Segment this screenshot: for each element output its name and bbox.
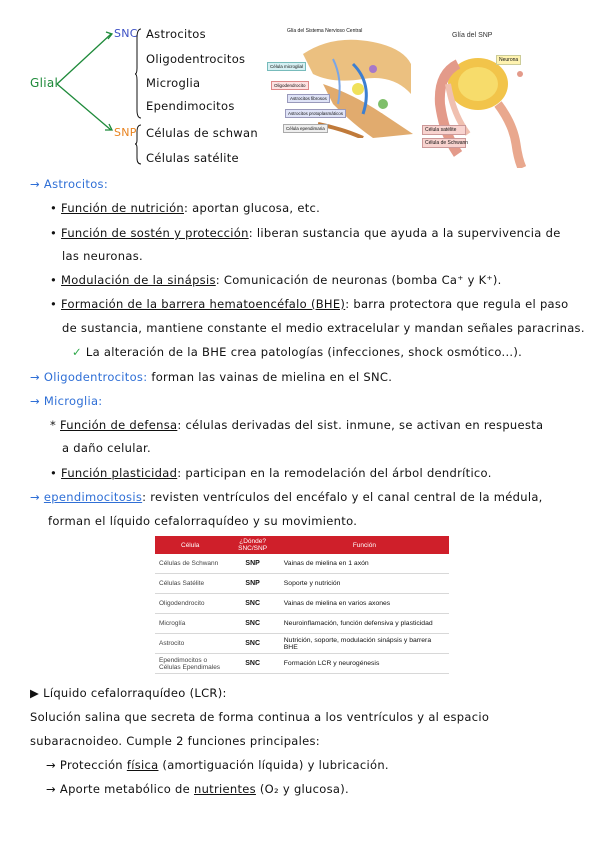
table-row [155, 634, 449, 654]
table-header-row [155, 536, 449, 554]
astrocitos-bullet-1-text: : aportan glucosa, etc. [184, 201, 321, 215]
figure-snp-glia [418, 30, 538, 168]
astrocitos-check-text: La alteración de la BHE crea patologías (infecciones, shock osmótico...). [85, 345, 523, 359]
section-astrocitos-heading: → Astrocitos: [30, 177, 109, 191]
astrocitos-bullet-4-text: : barra protectora que regula el paso [345, 297, 569, 311]
table-cell: Oligodendrocito [155, 594, 225, 614]
lcr-item-1-text: (amortiguación líquida) y lubricación. [158, 758, 389, 772]
table-cell: SNC [225, 594, 279, 614]
astrocitos-bullet-2: • Función de sostén y protección: liberan sustancia que ayuda a la supervivencia de [50, 226, 561, 240]
label-celula-schwann: Célula de Schwann [422, 138, 466, 148]
snc-item-ependimocitos: Ependimocitos [146, 99, 235, 113]
astrocitos-bullet-3-text: : Comunicación de neuronas (bomba Ca⁺ y K⁺). [215, 273, 502, 287]
table-cell: Nutrición, soporte, modulación sinápsis y barrera BHE [280, 634, 449, 654]
snp-label: SNP [114, 126, 137, 139]
snp-item-schwan: Células de schwan [146, 126, 258, 140]
table-header-cell: Célula [155, 536, 225, 554]
lcr-line-2: subaracnoideo. Cumple 2 funciones principales: [30, 734, 320, 748]
table-cell: Ependimocitos o Células Ependimales [155, 654, 225, 674]
section-microglia-heading: → Microglia: [30, 394, 103, 408]
lcr-item-2-text: (O₂ y glucosa). [255, 782, 349, 796]
snc-item-astrocitos: Astrocitos [146, 27, 206, 41]
section-ependimo: → ependimocitosis: revisten ventrículos del encéfalo y el canal central de la médula, [30, 490, 543, 504]
table-cell: Neuroinflamación, función defensiva y plasticidad [280, 614, 449, 634]
table-cell: Soporte y nutrición [280, 574, 449, 594]
table-header-where: ¿Dónde? SNC/SNP [225, 536, 279, 554]
table-row [155, 614, 449, 634]
table-cell: Astrocito [155, 634, 225, 654]
label-ependimaria: Célula ependimaria [283, 124, 328, 133]
microglia-bullet-1-cont: a daño celular. [62, 441, 151, 455]
snc-item-oligodentrocitos: Oligodentrocitos [146, 52, 246, 66]
ependimo-cont: forman el líquido cefalorraquídeo y su movimiento. [48, 514, 358, 528]
snp-brace [135, 124, 145, 166]
snc-brace [135, 28, 145, 120]
table-row [155, 554, 449, 574]
ependimo-heading: ependimocitosis [43, 490, 143, 504]
label-astrocitos-protoplasmaticos: Astrocitos protoplasmáticos [285, 109, 346, 118]
microglia-bullet-2-term: Función plasticidad [61, 466, 178, 480]
table-cell: SNP [225, 554, 279, 574]
astrocitos-bullet-3-term: Modulación de la sinápsis [61, 273, 216, 287]
snc-item-microglia: Microglia [146, 76, 201, 90]
table-row [155, 654, 449, 674]
lcr-item-1-term: física [126, 758, 159, 772]
glial-label: Glial [30, 76, 59, 90]
microglia-bullet-1-term: Función de defensa [60, 418, 178, 432]
ependimo-text: : revisten ventrículos del encéfalo y el canal central de la médula, [142, 490, 543, 504]
microglia-bullet-1: * Función de defensa: células derivadas del sist. inmune, se activan en respuesta [50, 418, 544, 432]
astrocitos-check-note [72, 345, 522, 359]
microglia-bullet-1-text: : células derivadas del sist. inmune, se activan en respuesta [177, 418, 544, 432]
astrocitos-heading-text: Astrocitos: [43, 177, 109, 191]
label-microglial: Célula microglial [267, 62, 306, 71]
label-neurona: Neurona [496, 55, 521, 65]
tree-branch-lines [55, 30, 125, 140]
table-cell: Vainas de mielina en 1 axón [280, 554, 449, 574]
snc-label: SNC [114, 27, 138, 40]
label-celula-satelite: Célula satélite [422, 125, 466, 135]
figure-snc-title: Glía del Sistema Nervioso Central [287, 28, 363, 34]
table-cell: SNC [225, 634, 279, 654]
table-cell: SNC [225, 654, 279, 674]
figure-snp-title: Glía del SNP [452, 32, 493, 39]
astrocitos-bullet-2-term: Función de sostén y protección [61, 226, 249, 240]
astrocitos-bullet-3: • Modulación de la sinápsis: Comunicación de neuronas (bomba Ca⁺ y K⁺). [50, 273, 502, 287]
microglia-bullet-2-text: : participan en la remodelación del árbol dendrítico. [177, 466, 492, 480]
lcr-item-1: → Protección física (amortiguación líquida) y lubricación. [46, 758, 389, 772]
microglia-bullet-2: • Función plasticidad: participan en la remodelación del árbol dendrítico. [50, 466, 492, 480]
lcr-item-2-prefix: Aporte metabólico de [59, 782, 194, 796]
lcr-item-1-prefix: Protección [59, 758, 127, 772]
table-cell: Células de Schwann [155, 554, 225, 574]
glia-table [155, 536, 449, 674]
oligo-heading: Oligodentrocitos: [43, 370, 148, 384]
table-header-function: Función [280, 536, 449, 554]
label-oligodendrocito: Oligodendrocito [271, 81, 309, 90]
table-cell: SNC [225, 614, 279, 634]
check-icon: ✓ [72, 345, 82, 359]
table-row [155, 594, 449, 614]
section-oligo: → Oligodentrocitos: forman las vainas de mielina en el SNC. [30, 370, 393, 384]
astrocitos-bullet-1: • Función de nutrición: aportan glucosa, etc. [50, 201, 321, 215]
oligo-text: forman las vainas de mielina en el SNC. [147, 370, 393, 384]
table-cell: Vainas de mielina en varios axones [280, 594, 449, 614]
table-row [155, 574, 449, 594]
snp-item-satelite: Células satélite [146, 151, 239, 165]
lcr-line-1: Solución salina que secreta de forma continua a los ventrículos y al espacio [30, 710, 490, 724]
table-cell: SNP [225, 574, 279, 594]
astrocitos-bullet-2-text: : liberan sustancia que ayuda a la supervivencia de [248, 226, 561, 240]
section-lcr-heading [30, 686, 227, 700]
table-cell: Formación LCR y neurogénesis [280, 654, 449, 674]
astrocitos-bullet-1-term: Función de nutrición [61, 201, 184, 215]
table-cell: Células Satélite [155, 574, 225, 594]
astrocitos-bullet-2-cont: las neuronas. [62, 249, 143, 263]
astrocitos-bullet-4: • Formación de la barrera hematoencéfalo (BHE): barra protectora que regula el paso [50, 297, 569, 311]
astrocitos-bullet-4-cont: de sustancia, mantiene constante el medio extracelular y mandan señales paracrinas. [62, 321, 585, 335]
microglia-heading-text: Microglia: [43, 394, 103, 408]
triangle-bullet-icon: ▶ [30, 686, 40, 700]
figure-snc-glia [263, 26, 415, 138]
lcr-item-2-term: nutrientes [193, 782, 256, 796]
table-cell: Microglía [155, 614, 225, 634]
lcr-item-2: → Aporte metabólico de nutrientes (O₂ y glucosa). [46, 782, 349, 796]
astrocitos-bullet-4-term: Formación de la barrera hematoencéfalo (BHE) [61, 297, 346, 311]
lcr-heading-text: Líquido cefalorraquídeo (LCR): [43, 686, 227, 700]
label-astrocitos-fibrosos: Astrocitos fibrosos [287, 94, 330, 103]
